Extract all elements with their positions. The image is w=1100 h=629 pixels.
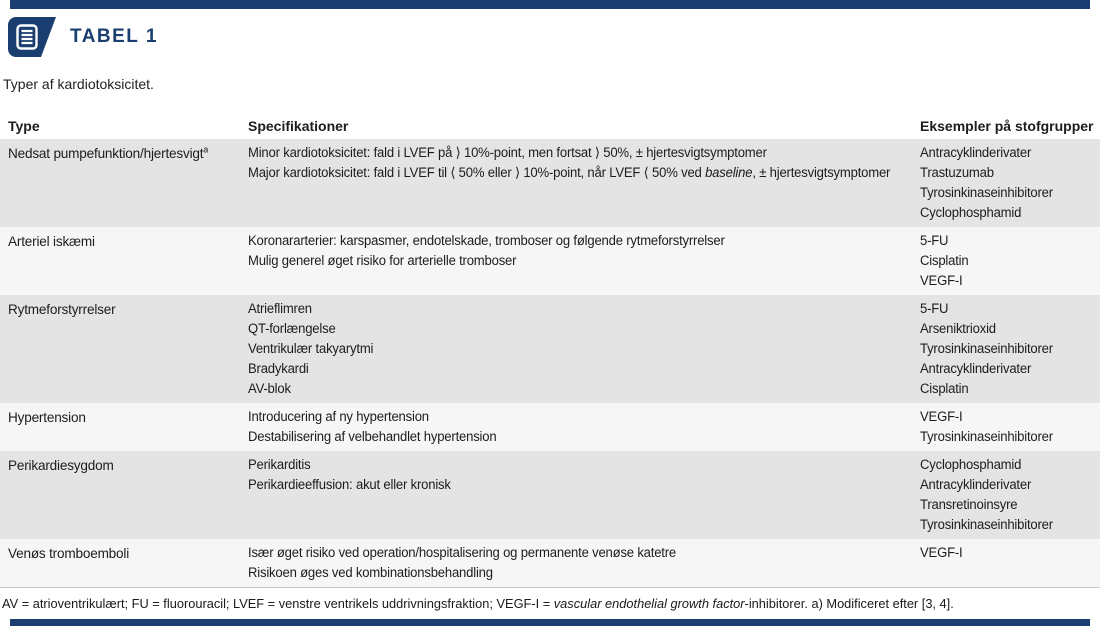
specification-line: AV-blok	[248, 381, 291, 396]
table-row	[0, 139, 1100, 227]
drug-group-line: Cisplatin	[920, 381, 969, 396]
drug-groups-cell	[920, 231, 1100, 291]
drug-group-line: Antracyklinderivater	[920, 361, 1032, 376]
drug-groups-cell	[920, 407, 1100, 447]
footnote-marker: a	[203, 144, 209, 155]
type-cell	[0, 407, 240, 427]
drug-groups-cell	[920, 455, 1100, 535]
type-cell	[0, 543, 240, 563]
specification-line: QT-forlængelse	[248, 321, 336, 336]
specification-line: Minor kardiotoksicitet: fald i LVEF på ⟩ 10%-point, men fortsat ⟩ 50%, ± hjertesvigtsymptomer	[248, 145, 767, 160]
column-header-drug-groups: Eksempler på stofgrupper	[920, 118, 1094, 134]
drug-group-line: Antracyklinderivater	[920, 477, 1032, 492]
specification-line: Destabilisering af velbehandlet hypertension	[248, 429, 497, 444]
specification-line: Atrieflimren	[248, 301, 312, 316]
drug-group-line: Tyrosinkinaseinhibitorer	[920, 429, 1053, 444]
drug-group-line: VEGF-I	[920, 545, 963, 560]
table-header-row	[0, 113, 1100, 139]
drug-group-line: Cyclophosphamid	[920, 457, 1022, 472]
specifications-cell	[240, 407, 920, 447]
table-row	[0, 403, 1100, 451]
table-row	[0, 227, 1100, 295]
specification-line: Risikoen øges ved kombinationsbehandling	[248, 565, 493, 580]
type-label: Venøs tromboemboli	[8, 545, 130, 561]
table-badge	[8, 17, 56, 57]
drug-group-line: Tyrosinkinaseinhibitorer	[920, 341, 1053, 356]
table-title-row	[8, 17, 1100, 57]
drug-group-line: Antracyklinderivater	[920, 145, 1032, 160]
top-accent-bar	[10, 0, 1090, 9]
table-body	[0, 139, 1100, 587]
drug-group-line: Tyrosinkinaseinhibitorer	[920, 517, 1053, 532]
drug-group-line: Arseniktrioxid	[920, 321, 996, 336]
specification-line: Introducering af ny hypertension	[248, 409, 429, 424]
specifications-cell	[240, 455, 920, 495]
type-label: Perikardiesygdom	[8, 457, 114, 473]
drug-group-line: 5-FU	[920, 301, 949, 316]
bottom-accent-bar	[10, 619, 1090, 626]
table-row	[0, 295, 1100, 403]
document-lines-icon	[16, 24, 38, 50]
specification-line: Koronararterier: karspasmer, endotelskade, tromboser og følgende rytmeforstyrrelser	[248, 233, 725, 248]
type-cell	[0, 143, 240, 163]
drug-group-line: Cyclophosphamid	[920, 205, 1022, 220]
column-header-specifications: Specifikationer	[248, 118, 349, 134]
type-label: Rytmeforstyrrelser	[8, 301, 116, 317]
specification-line: Perikardieeffusion: akut eller kronisk	[248, 477, 451, 492]
specification-line: Perikarditis	[248, 457, 311, 472]
cardiotoxicity-table	[0, 113, 1100, 588]
type-label: Hypertension	[8, 409, 86, 425]
table-footnote: AV = atrioventrikulært; FU = fluorouracil; LVEF = venstre ventrikels uddrivningsfraktion; VEGF-I = vascular endothelial growth factor-inhibitorer. a) Modificeret efter [3, 4].	[2, 596, 954, 611]
specifications-cell	[240, 299, 920, 399]
drug-groups-cell	[920, 143, 1100, 223]
type-cell	[0, 455, 240, 475]
drug-groups-cell	[920, 543, 1100, 563]
drug-groups-cell	[920, 299, 1100, 399]
type-cell	[0, 299, 240, 319]
table-badge-title: TABEL 1	[70, 26, 158, 47]
drug-group-line: Cisplatin	[920, 253, 969, 268]
specifications-cell	[240, 231, 920, 271]
type-label: Nedsat pumpefunktion/hjertesvigt$^a$	[8, 144, 209, 161]
drug-group-line: Transretinoinsyre	[920, 497, 1018, 512]
specifications-cell	[240, 143, 920, 183]
specification-line: Major kardiotoksicitet: fald i LVEF til ⟨ 50% eller ⟩ 10%-point, når LVEF ⟨ 50% ved baseline, ± hjertesvigtsymptomer	[248, 165, 891, 180]
type-label: Arteriel iskæmi	[8, 233, 95, 249]
table-row	[0, 539, 1100, 587]
drug-group-line: VEGF-I	[920, 273, 963, 288]
drug-group-line: Tyrosinkinaseinhibitorer	[920, 185, 1053, 200]
specification-line: Især øget risiko ved operation/hospitalisering og permanente venøse katetre	[248, 545, 677, 560]
column-header-type: Type	[8, 118, 40, 134]
drug-group-line: VEGF-I	[920, 409, 963, 424]
drug-group-line: 5-FU	[920, 233, 949, 248]
drug-group-line: Trastuzumab	[920, 165, 994, 180]
specification-line: Mulig generel øget risiko for arterielle tromboser	[248, 253, 517, 268]
specifications-cell	[240, 543, 920, 583]
table-row	[0, 451, 1100, 539]
specification-line: Ventrikulær takyarytmi	[248, 341, 374, 356]
specification-line: Bradykardi	[248, 361, 309, 376]
table-caption: Typer af kardiotoksicitet.	[3, 76, 154, 92]
type-cell	[0, 231, 240, 251]
